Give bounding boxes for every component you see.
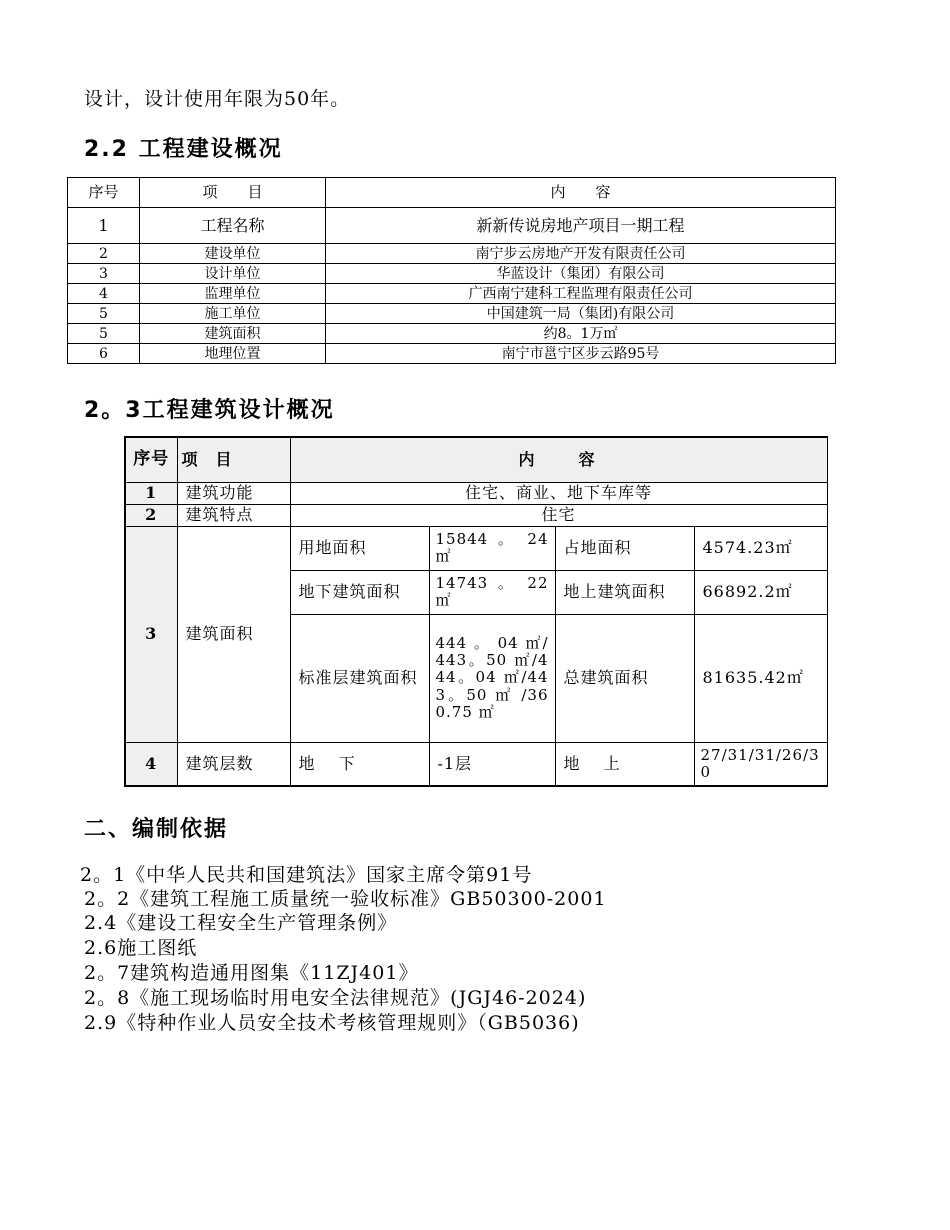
footprint-area-value: 4574.23㎡	[694, 526, 827, 570]
cell-item: 建筑面积	[177, 526, 290, 742]
cell-no: 3	[68, 264, 140, 284]
header-no: 序号	[68, 178, 140, 208]
cell-item: 地理位置	[140, 344, 326, 364]
intro-text: 设计，设计使用年限为50年。	[84, 88, 351, 110]
design-overview-table-wrap	[124, 436, 828, 787]
cell-item: 建筑层数	[177, 742, 290, 786]
header-content: 内 容	[326, 178, 836, 208]
land-area-label: 用地面积	[290, 526, 429, 570]
cell-no: 3	[125, 526, 177, 742]
header-content: 内 容	[290, 437, 827, 482]
cell-no: 2	[68, 244, 140, 264]
table-row	[68, 244, 836, 264]
table-row	[125, 504, 827, 526]
cell-item: 施工单位	[140, 304, 326, 324]
table-row	[68, 304, 836, 324]
table-row	[125, 526, 827, 570]
standard-floor-area-value: 444 。 04 ㎡/443。50 ㎡/444。04 ㎡/443。50 ㎡ /360.75 ㎡	[429, 614, 555, 742]
cell-item: 监理单位	[140, 284, 326, 304]
cell-content: 住宅、商业、地下车库等	[290, 482, 827, 504]
cell-item: 建筑功能	[177, 482, 290, 504]
cell-no: 5	[68, 324, 140, 344]
cell-item: 工程名称	[140, 208, 326, 244]
section-heading-2-3: 2。3工程建筑设计概况	[84, 398, 335, 423]
aboveground-area-value: 66892.2㎡	[694, 570, 827, 614]
cell-item: 建设单位	[140, 244, 326, 264]
cell-no: 1	[125, 482, 177, 504]
table-row	[68, 344, 836, 364]
cell-no: 6	[68, 344, 140, 364]
cell-no: 4	[125, 742, 177, 786]
reference-item: 2.4《建设工程安全生产管理条例》	[84, 912, 398, 934]
reference-item: 2。7建筑构造通用图集《11ZJ401》	[84, 962, 419, 984]
table-row	[68, 264, 836, 284]
reference-item: 2。1《中华人民共和国建筑法》国家主席令第91号	[80, 864, 533, 886]
design-overview-table	[124, 436, 828, 787]
underground-floors-label: 地 下	[290, 742, 429, 786]
cell-item: 建筑面积	[140, 324, 326, 344]
table-row	[125, 742, 827, 786]
table-row	[68, 284, 836, 304]
reference-item: 2。2《建筑工程施工质量统一验收标准》GB50300-2001	[84, 888, 607, 910]
underground-area-label: 地下建筑面积	[290, 570, 429, 614]
project-overview-table	[67, 177, 836, 364]
underground-floors-value: -1层	[429, 742, 555, 786]
table-row	[68, 208, 836, 244]
section-heading-2-2: 2.2 工程建设概况	[84, 137, 283, 162]
cell-no: 2	[125, 504, 177, 526]
reference-item: 2.6施工图纸	[84, 937, 198, 959]
cell-no: 1	[68, 208, 140, 244]
cell-content: 南宁市邕宁区步云路95号	[326, 344, 836, 364]
standard-floor-area-label: 标准层建筑面积	[290, 614, 429, 742]
aboveground-area-label: 地上建筑面积	[555, 570, 694, 614]
cell-no: 4	[68, 284, 140, 304]
cell-content: 华蓝设计（集团）有限公司	[326, 264, 836, 284]
land-area-value: 15844 。 24 ㎡	[429, 526, 555, 570]
aboveground-floors-label: 地 上	[555, 742, 694, 786]
cell-content: 住宅	[290, 504, 827, 526]
cell-no: 5	[68, 304, 140, 324]
cell-item: 建筑特点	[177, 504, 290, 526]
table-header-row	[125, 437, 827, 482]
total-area-value: 81635.42㎡	[694, 614, 827, 742]
cell-content: 新新传说房地产项目一期工程	[326, 208, 836, 244]
reference-item: 2.9《特种作业人员安全技术考核管理规则》（GB5036)	[84, 1012, 580, 1034]
aboveground-floors-value: 27/31/31/26/30	[694, 742, 827, 786]
cell-item: 设计单位	[140, 264, 326, 284]
cell-content: 中国建筑一局（集团)有限公司	[326, 304, 836, 324]
footprint-area-label: 占地面积	[555, 526, 694, 570]
total-area-label: 总建筑面积	[555, 614, 694, 742]
header-no: 序号	[125, 437, 177, 482]
reference-item: 2。8《施工现场临时用电安全法律规范》(JGJ46-2024)	[84, 987, 587, 1009]
table-header-row	[68, 178, 836, 208]
table-row	[125, 482, 827, 504]
table-row	[68, 324, 836, 344]
underground-area-value: 14743 。 22 ㎡	[429, 570, 555, 614]
cell-content: 广西南宁建科工程监理有限责任公司	[326, 284, 836, 304]
header-item: 项 目	[140, 178, 326, 208]
cell-content: 约8。1万㎡	[326, 324, 836, 344]
header-item: 项 目	[177, 437, 290, 482]
cell-content: 南宁步云房地产开发有限责任公司	[326, 244, 836, 264]
section-heading-basis: 二、编制依据	[84, 817, 229, 842]
